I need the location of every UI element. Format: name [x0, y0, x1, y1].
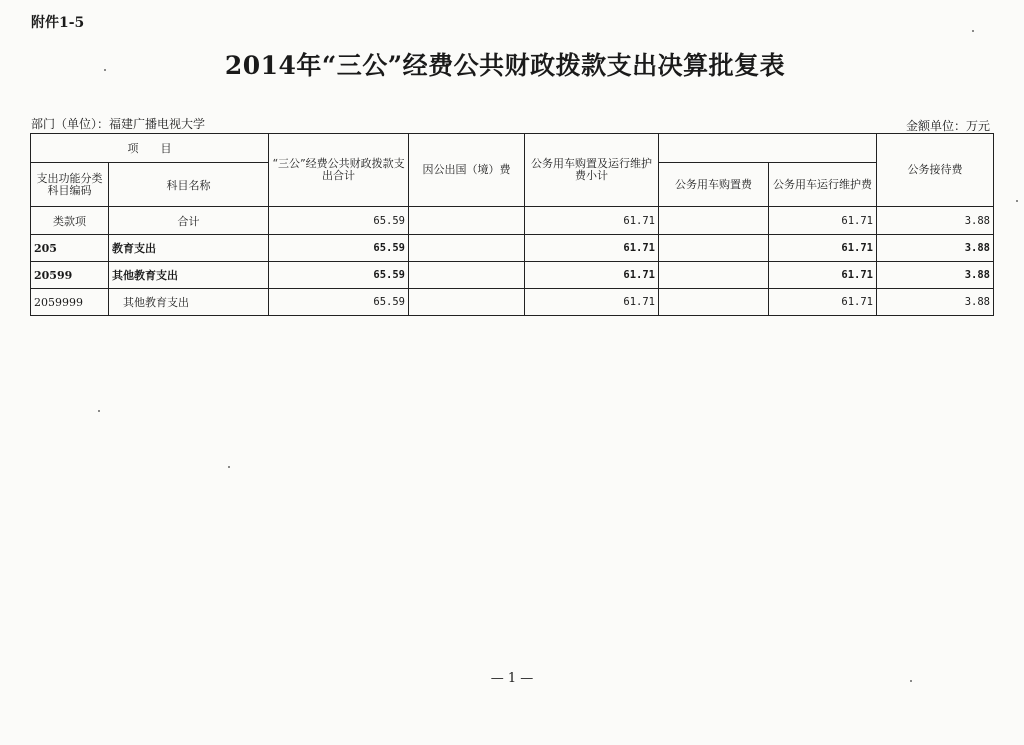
scan-speck: [1016, 200, 1018, 202]
cell-abroad: [409, 207, 525, 235]
table-row: [31, 262, 994, 289]
cell-name: 合计: [109, 207, 269, 235]
scan-speck: [228, 466, 230, 468]
cell-vehicle-subtotal: 61.71: [525, 207, 659, 235]
scan-speck: [98, 410, 100, 412]
header-abroad: 因公出国（境）费: [409, 134, 525, 207]
cell-abroad: [409, 262, 525, 289]
header-vehicle-maintenance: 公务用车运行维护费: [769, 163, 877, 207]
cell-reception: 3.88: [877, 289, 994, 316]
department-label: 部门（单位）：福建广播电视大学: [31, 117, 206, 131]
header-vehicle-purchase: 公务用车购置费: [659, 163, 769, 207]
cell-vehicle-purchase: [659, 207, 769, 235]
cell-vehicle-purchase: [659, 262, 769, 289]
cell-total: 65.59: [269, 289, 409, 316]
page-title: 2014年“三公”经费公共财政拨款支出决算批复表: [224, 51, 786, 80]
header-total: “三公”经费公共财政拨款支出合计: [269, 134, 409, 207]
cell-code: 类款项: [31, 207, 109, 235]
cell-name: 其他教育支出: [109, 289, 269, 316]
cell-name: 教育支出: [109, 235, 269, 262]
cell-vehicle-subtotal: 61.71: [525, 262, 659, 289]
cell-code: 2059999: [31, 289, 109, 316]
cell-vehicle-subtotal: 61.71: [525, 235, 659, 262]
cell-vehicle-maintenance: 61.71: [769, 235, 877, 262]
table-row: [31, 235, 994, 262]
header-vehicle-subtotal: 公务用车购置及运行维护费小计: [525, 134, 659, 207]
header-vehicle-group: [659, 134, 877, 163]
cell-vehicle-purchase: [659, 289, 769, 316]
cell-vehicle-subtotal: 61.71: [525, 289, 659, 316]
cell-total: 65.59: [269, 262, 409, 289]
header-item: 项 目: [31, 134, 269, 163]
cell-abroad: [409, 235, 525, 262]
cell-reception: 3.88: [877, 207, 994, 235]
cell-total: 65.59: [269, 235, 409, 262]
scan-speck: [910, 680, 912, 682]
amount-unit-label: 金额单位：万元: [905, 119, 990, 133]
table-row: [31, 289, 994, 316]
cell-vehicle-maintenance: 61.71: [769, 262, 877, 289]
page-number: — 1 —: [490, 671, 534, 686]
cell-reception: 3.88: [877, 235, 994, 262]
cell-vehicle-maintenance: 61.71: [769, 207, 877, 235]
header-reception: 公务接待费: [877, 134, 994, 207]
cell-code: 20599: [31, 262, 109, 289]
budget-table: [30, 133, 994, 316]
cell-name: 其他教育支出: [109, 262, 269, 289]
scan-speck: [972, 30, 974, 32]
cell-abroad: [409, 289, 525, 316]
table-row: [31, 207, 994, 235]
scan-speck: [104, 69, 106, 71]
header-name: 科目名称: [109, 163, 269, 207]
cell-reception: 3.88: [877, 262, 994, 289]
cell-total: 65.59: [269, 207, 409, 235]
attachment-label: 附件1-5: [31, 15, 85, 31]
cell-vehicle-maintenance: 61.71: [769, 289, 877, 316]
cell-code: 205: [31, 235, 109, 262]
header-code: 支出功能分类科目编码: [31, 163, 109, 207]
cell-vehicle-purchase: [659, 235, 769, 262]
